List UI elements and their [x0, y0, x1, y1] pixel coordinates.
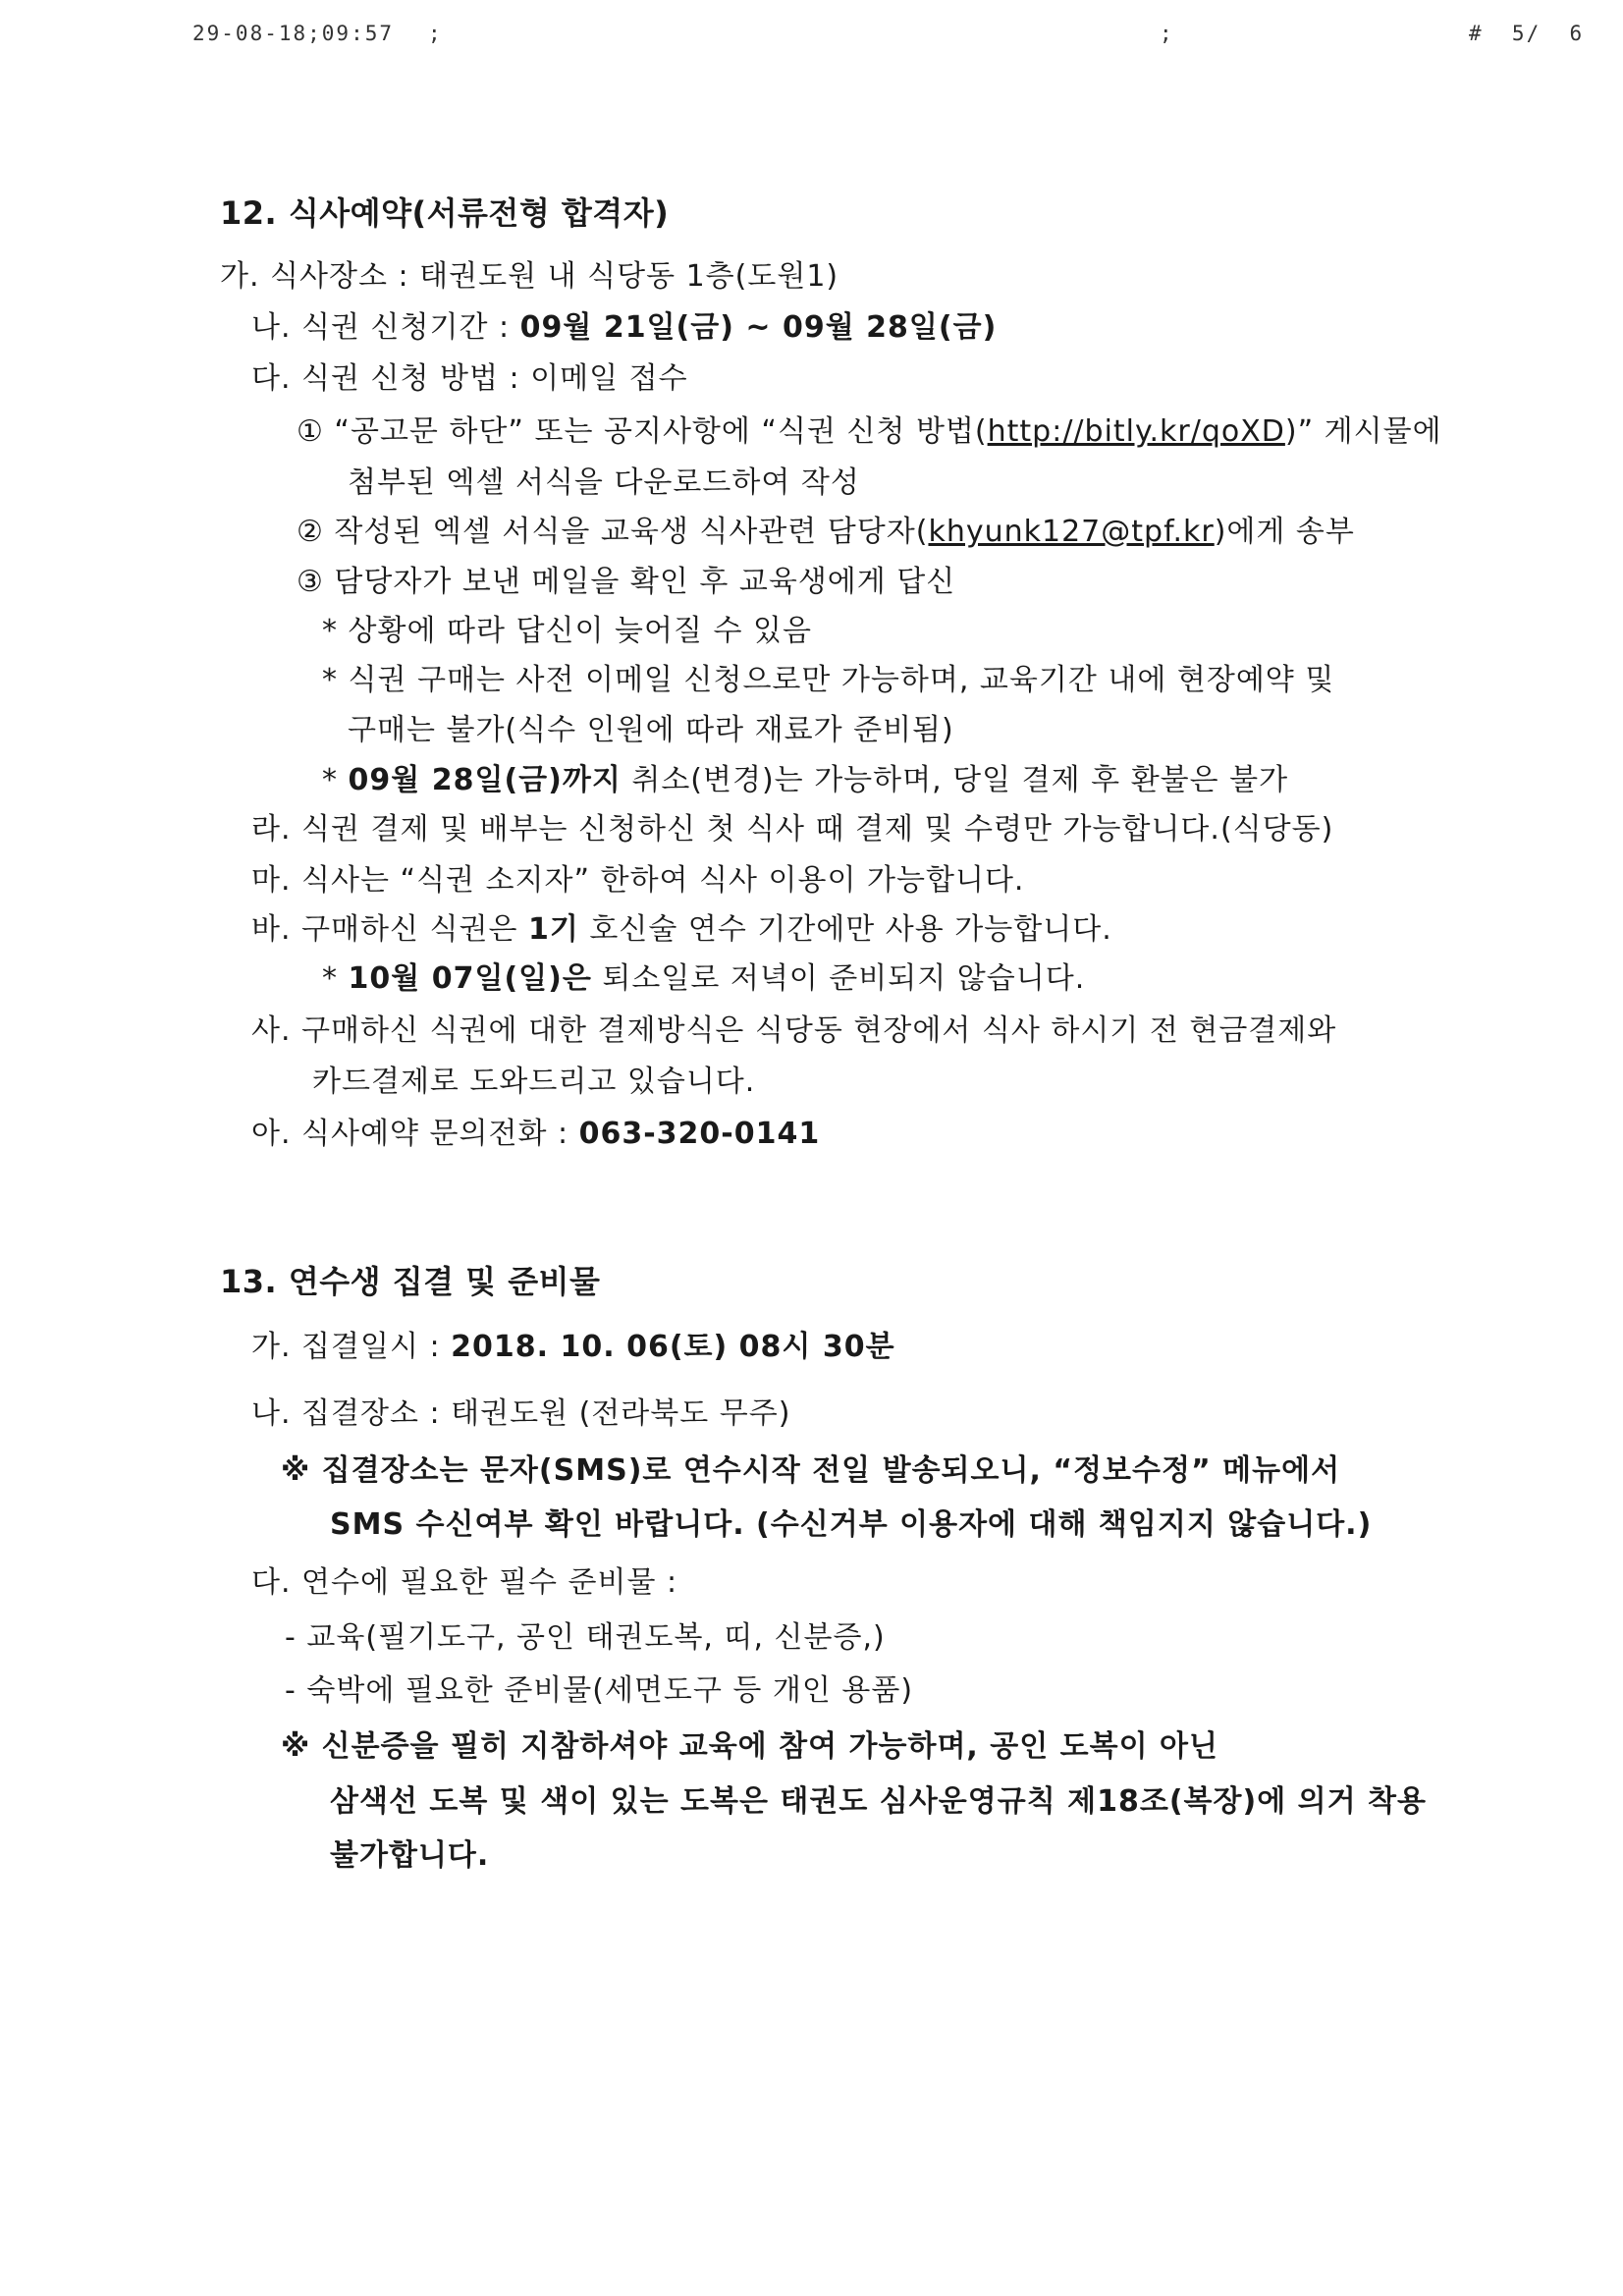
- ba-note: [322, 959, 1085, 999]
- ba-text: 바. 구매하신 식권은: [251, 912, 528, 947]
- section-12-title: 12. 식사예약(서류전형 합격자): [220, 194, 670, 232]
- fax-separator-2: ;: [1160, 22, 1174, 45]
- contact-label: 아. 식사예약 문의전화 :: [251, 1117, 579, 1151]
- step-2: [297, 513, 1355, 552]
- step-3: ③ 담당자가 보낸 메일을 확인 후 교육생에게 답신: [297, 565, 956, 599]
- note-3-deadline: 09월 28일(금)까지: [348, 763, 622, 797]
- na-period-value: 09월 21일(금) ~ 09월 28일(금): [519, 310, 998, 345]
- note-3-star: *: [322, 763, 349, 797]
- step-2-text-end: )에게 송부: [1214, 515, 1355, 549]
- fax-page-number: # 5/ 6: [1469, 22, 1585, 45]
- notice-id-required: ※ 신분증을 필히 지참하셔야 교육에 참여 가능하며, 공인 도복이 아닌: [281, 1729, 1219, 1764]
- supplies-lodging: - 숙박에 필요한 준비물(세면도구 등 개인 용품): [285, 1673, 914, 1708]
- ba-note-star: *: [322, 961, 349, 996]
- fax-timestamp: 29-08-18;09:57: [192, 22, 395, 45]
- item-da-supplies: 다. 연수에 필요한 필수 준비물 :: [251, 1565, 678, 1600]
- item-sa-continued: 카드결제로 도와드리고 있습니다.: [312, 1065, 756, 1099]
- item-a-contact: [251, 1115, 820, 1154]
- ga-label: 가. 집결일시 :: [251, 1330, 452, 1364]
- item-na-period: [251, 308, 997, 348]
- fax-header: [0, 22, 1623, 61]
- item-ma-meal: 마. 식사는 “식권 소지자” 한하여 식사 이용이 가능합니다.: [251, 863, 1025, 898]
- notice-id-continued-2: 불가합니다.: [330, 1838, 490, 1873]
- contact-email-link[interactable]: khyunk127@tpf.kr: [928, 515, 1215, 549]
- fax-separator: ;: [428, 22, 443, 45]
- step-1-text: ① “공고문 하단” 또는 공지사항에 “식권 신청 방법(: [297, 414, 988, 449]
- section-13-title: 13. 연수생 집결 및 준비물: [220, 1263, 601, 1300]
- ba-text-end: 호신술 연수 기간에만 사용 가능합니다.: [578, 912, 1112, 947]
- step-2-text: ② 작성된 엑셀 서식을 교육생 식사관련 담당자(: [297, 515, 929, 549]
- notice-sms-continued: SMS 수신여부 확인 바랍니다. (수신거부 이용자에 대해 책임지지 않습니다.): [330, 1507, 1373, 1542]
- contact-phone: 063-320-0141: [578, 1117, 821, 1151]
- na-label: 나. 식권 신청기간 :: [251, 310, 520, 345]
- notice-id-continued: 삼색선 도복 및 색이 있는 도복은 태권도 심사운영규칙 제18조(복장)에 의거 착용: [330, 1784, 1427, 1819]
- item-da-method: 다. 식권 신청 방법 : 이메일 접수: [251, 361, 688, 396]
- ga-datetime-value: 2018. 10. 06(토) 08시 30분: [451, 1330, 895, 1364]
- step-1-text-end: )” 게시물에: [1284, 414, 1442, 449]
- item-ga-datetime: [251, 1328, 895, 1367]
- item-ra-payment: 라. 식권 결제 및 배부는 신청하신 첫 식사 때 결제 및 수령만 가능합니다.(식당동): [251, 812, 1334, 847]
- item-ba-usage: [251, 910, 1112, 950]
- ba-note-date: 10월 07일(일)은: [348, 961, 592, 996]
- note-3: [322, 761, 1288, 800]
- item-na-place: 나. 집결장소 : 태권도원 (전라북도 무주): [251, 1396, 791, 1431]
- item-ga-location: 가. 식사장소 : 태권도원 내 식당동 1층(도원1): [220, 259, 839, 294]
- note-3-text: 취소(변경)는 가능하며, 당일 결제 후 환불은 불가: [621, 763, 1289, 797]
- step-1-continued: 첨부된 엑셀 서식을 다운로드하여 작성: [348, 465, 860, 500]
- notice-link[interactable]: http://bitly.kr/qoXD: [987, 414, 1285, 449]
- ba-term: 1기: [527, 912, 579, 947]
- item-sa-payment-method: 사. 구매하신 식권에 대한 결제방식은 식당동 현장에서 식사 하시기 전 현금결제와: [251, 1013, 1337, 1048]
- ba-note-text: 퇴소일로 저녁이 준비되지 않습니다.: [591, 961, 1086, 996]
- step-1: [297, 412, 1442, 452]
- note-1: * 상황에 따라 답신이 늦어질 수 있음: [322, 614, 812, 648]
- note-2: * 식권 구매는 사전 이메일 신청으로만 가능하며, 교육기간 내에 현장예약 및: [322, 663, 1335, 697]
- note-2-continued: 구매는 불가(식수 인원에 따라 재료가 준비됨): [348, 713, 954, 747]
- notice-sms: ※ 집결장소는 문자(SMS)로 연수시작 전일 발송되오니, “정보수정” 메뉴에서: [281, 1453, 1341, 1488]
- supplies-education: - 교육(필기도구, 공인 태권도복, 띠, 신분증,): [285, 1620, 886, 1655]
